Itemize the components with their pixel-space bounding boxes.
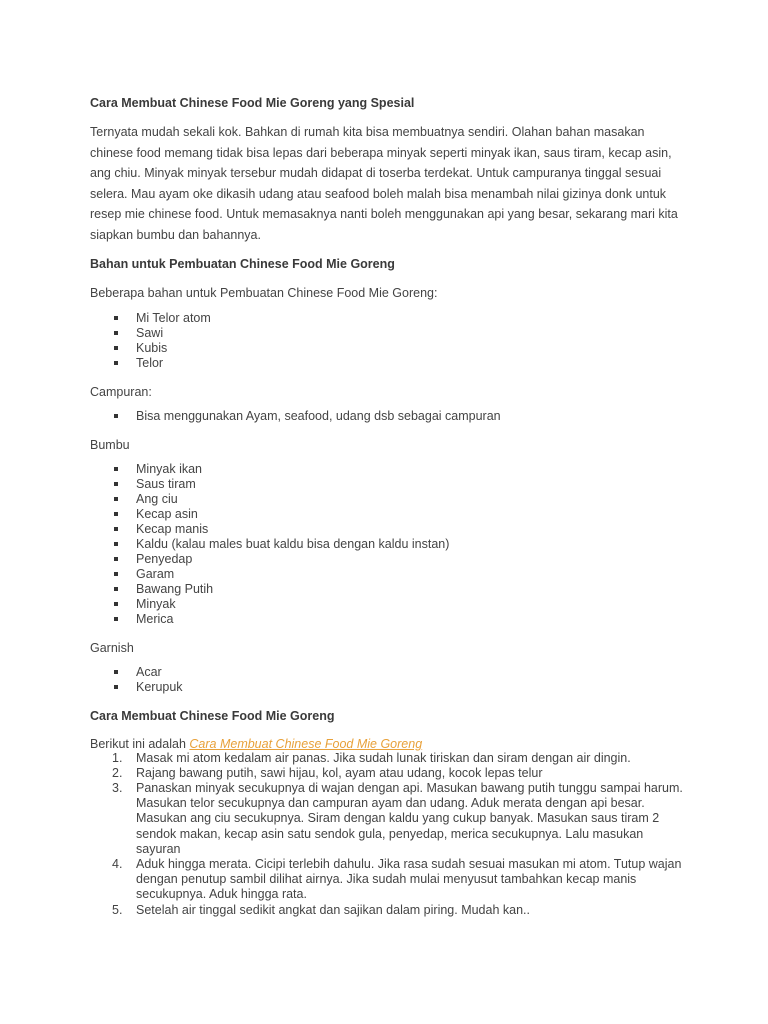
ingredients-list [90,311,690,371]
bumbu-label: Bumbu [90,437,130,452]
list-item: 1. Masak mi atom kedalam air panas. Jika sudah lunak tiriskan dan siram dengan air dingin. [112,750,631,765]
list-item: Minyak [90,597,690,612]
bullet-icon [114,587,118,591]
campuran-list [90,409,690,424]
list-item: Saus tiram [90,477,690,492]
ingredients-intro: Beberapa bahan untuk Pembuatan Chinese Food Mie Goreng: [90,285,438,300]
list-item: 3. Panaskan minyak secukupnya di wajan dengan api. Masukan bawang putih tunggu sampai harum. Masukan telor secukupnya dan campuran ayam dan udang. Aduk merata dengan api besar. Masukan ang ciu secukupnya. Siram dengan kaldu yang cukup banyak. Masukan saus tiram 2 sendok makan, kecap asin satu sendok gula, penyedap, merica secukupnya. Lalu masukan sayuran [112,780,683,856]
list-item: Bisa menggunakan Ayam, seafood, udang dsb sebagai campuran [90,409,690,424]
bullet-icon [114,346,118,350]
bullet-icon [114,414,118,418]
list-item: Merica [90,612,690,627]
bullet-icon [114,482,118,486]
method-intro [90,737,690,751]
intro-paragraph: Ternyata mudah sekali kok. Bahkan di rumah kita bisa membuatnya sendiri. Olahan bahan masakan chinese food memang tidak bisa lepas dari beberapa minyak seperti minyak ikan, saus tiram, kecap asin, ang chiu. Minyak minyak tersebur mudah didapat di toserba terdekat. Untuk campuranya tinggal sesuai selera. Mau ayam oke dikasih udang atau seafood boleh malah bisa menambah nilai gizinya donk untuk resep mie chinese food. Untuk memasaknya nanti boleh menggunakan api yang besar, sekarang mari kita siapkan bumbu dan bahannya. [90,125,678,242]
list-item: 4. Aduk hingga merata. Cicipi terlebih dahulu. Jika rasa sudah sesuai masukan mi atom. Tutup wajan dengan penutup sambil dilihat airnya. Jika sudah mulai menyusut tambahkan kecap manis secukupnya. Aduk hingga rata. [112,856,682,902]
bullet-icon [114,685,118,689]
step-number: 5. [112,902,123,917]
bullet-icon [114,361,118,365]
list-item: Kecap asin [90,507,690,522]
bullet-icon [114,497,118,501]
step-number: 2. [112,765,123,780]
step-number: 4. [112,856,123,871]
bullet-icon [114,602,118,606]
bullet-icon [114,670,118,674]
method-link[interactable]: Cara Membuat Chinese Food Mie Goreng [189,736,423,751]
bullet-icon [114,542,118,546]
list-item: Sawi [90,326,690,341]
campuran-label: Campuran: [90,384,152,399]
bullet-icon [114,617,118,621]
bullet-icon [114,316,118,320]
bullet-icon [114,331,118,335]
list-item: Kerupuk [90,680,690,695]
list-item: Kecap manis [90,522,690,537]
step-number: 3. [112,780,123,795]
method-intro-text: Berikut ini adalah [90,736,186,751]
list-item: Garam [90,567,690,582]
bullet-icon [114,557,118,561]
bullet-icon [114,512,118,516]
list-item: Bawang Putih [90,582,690,597]
steps-list [90,751,690,918]
method-heading: Cara Membuat Chinese Food Mie Goreng [90,708,335,723]
list-item: Penyedap [90,552,690,567]
document-page [90,96,690,918]
list-item: Minyak ikan [90,462,690,477]
document-title: Cara Membuat Chinese Food Mie Goreng yang Spesial [90,96,415,110]
ingredients-heading: Bahan untuk Pembuatan Chinese Food Mie Goreng [90,256,395,271]
bullet-icon [114,572,118,576]
list-item: 5. Setelah air tinggal sedikit angkat dan sajikan dalam piring. Mudah kan.. [112,902,530,917]
list-item: Kubis [90,341,690,356]
garnish-label: Garnish [90,640,134,655]
bumbu-list [90,462,690,627]
bullet-icon [114,467,118,471]
list-item: Kaldu (kalau males buat kaldu bisa dengan kaldu instan) [90,537,690,552]
list-item: Acar [90,665,690,680]
bullet-icon [114,527,118,531]
garnish-list [90,665,690,695]
step-number: 1. [112,750,123,765]
list-item: Ang ciu [90,492,690,507]
list-item: Telor [90,356,690,371]
list-item: Mi Telor atom [90,311,690,326]
list-item: 2. Rajang bawang putih, sawi hijau, kol, ayam atau udang, kocok lepas telur [112,765,543,780]
